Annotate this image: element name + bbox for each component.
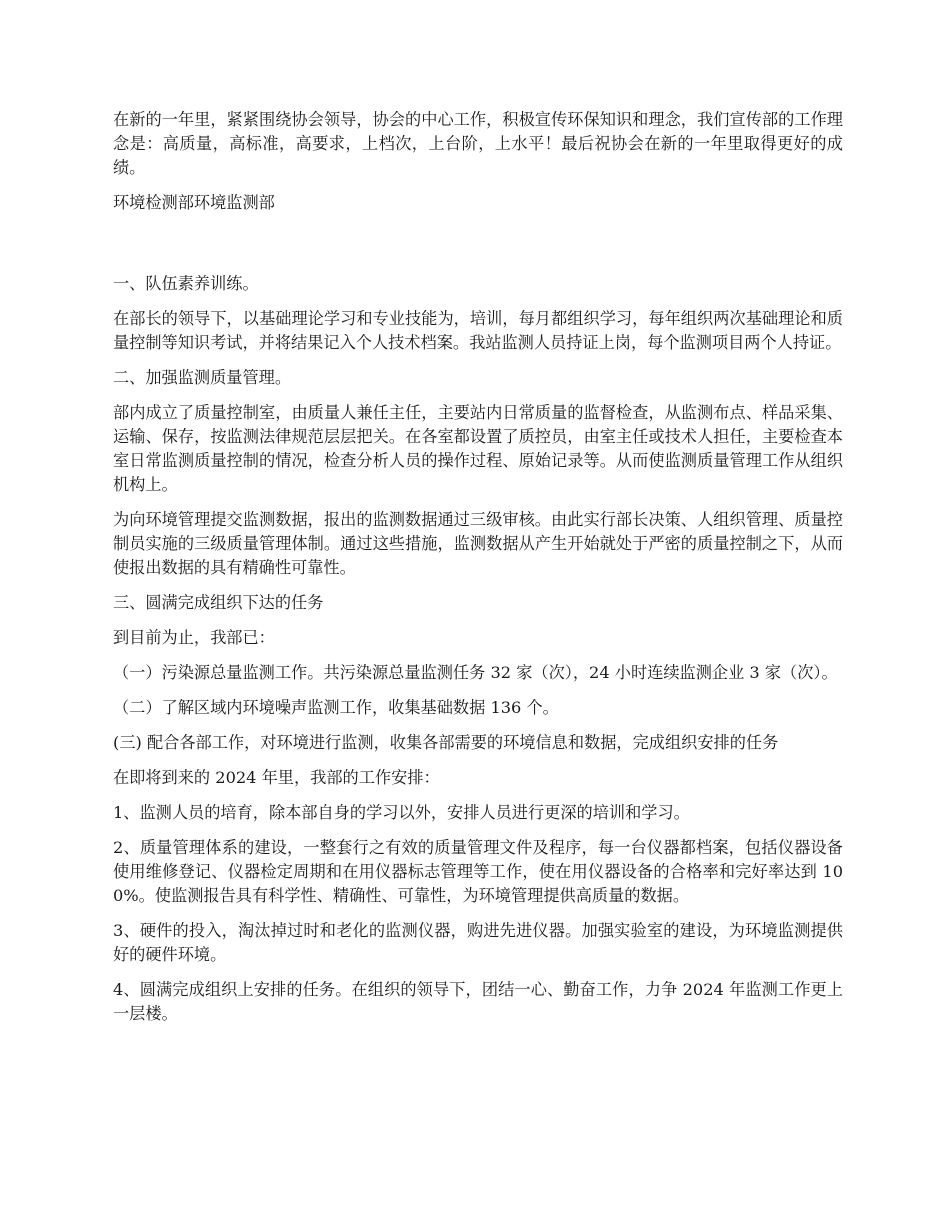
paragraph-quality-control-room: 部内成立了质量控制室，由质量人兼任主任，主要站内日常质量的监督检查，从监测布点、样品采集、运输、保存，按监测法律规范层层把关。在各室都设置了质控员，由室主任或技术人担任，主要检查本室日常监测质量控制的情况，检查分析人员的操作过程、原始记录等。从而使监测质量管理工作从组织机构上。 [113, 403, 843, 494]
blank-gap [113, 226, 843, 272]
section-heading-team-training: 一、队伍素养训练。 [113, 274, 259, 293]
list-item-cooperation: (三) 配合各部工作，对环境进行监测，收集各部需要的环境信息和数据，完成组织安排的任务 [113, 733, 779, 752]
paragraph-three-level-review: 为向环境管理提交监测数据，报出的监测数据通过三级审核。由此实行部长决策、人组织管理、质量控制员实施的三级质量管理体制。通过这些措施，监测数据从产生开始就处于严密的质量控制之下，从而使报出数据的具有精确性可靠性。 [113, 510, 843, 577]
plan-item-hardware: 3、硬件的投入，淘汰掉过时和老化的监测仪器，购进先进仪器。加强实验室的建设，为环境监测提供好的硬件环境。 [113, 921, 843, 964]
list-item-noise-monitoring: （二）了解区域内环境噪声监测工作，收集基础数据 136 个。 [113, 698, 559, 717]
section-heading-tasks: 三、圆满完成组织下达的任务 [113, 593, 324, 612]
paragraph-plan-intro: 在即将到来的 2024 年里，我部的工作安排： [113, 768, 440, 787]
paragraph-department-title: 环境检测部环境监测部 [113, 193, 275, 212]
list-item-pollution-source: （一）污染源总量监测工作。共污染源总量监测任务 32 家（次），24 小时连续监测企业 3 家（次）。 [113, 663, 838, 682]
paragraph-progress-intro: 到目前为止，我部已： [113, 628, 275, 647]
plan-item-staff-training: 1、监测人员的培育，除本部自身的学习以外，安排人员进行更深的培训和学习。 [113, 803, 690, 822]
section-heading-quality-management: 二、加强监测质量管理。 [113, 368, 292, 387]
plan-item-complete-tasks: 4、圆满完成组织上安排的任务。在组织的领导下，团结一心、勤奋工作，力争 2024 年监测工作更上一层楼。 [113, 980, 843, 1023]
document-body [113, 108, 843, 1037]
plan-item-quality-system: 2、质量管理体系的建设，一整套行之有效的质量管理文件及程序，每一台仪器都档案，包括仪器设备使用维修登记、仪器检定周期和在用仪器标志管理等工作，使在用仪器设备的合格率和完好率达到 100%。使监测报告具有科学性、精确性、可靠性，为环境管理提供高质量的数据。 [113, 838, 843, 905]
paragraph-closing-wishes: 在新的一年里，紧紧围绕协会领导，协会的中心工作，积极宣传环保知识和理念，我们宣传部的工作理念是：高质量，高标准，高要求，上档次，上台阶，上水平！最后祝协会在新的一年里取得更好的成绩。 [113, 110, 843, 177]
paragraph-team-training: 在部长的领导下，以基础理论学习和专业技能为，培训，每月都组织学习，每年组织两次基础理论和质量控制等知识考试，并将结果记入个人技术档案。我站监测人员持证上岗，每个监测项目两个人持证。 [113, 309, 843, 352]
